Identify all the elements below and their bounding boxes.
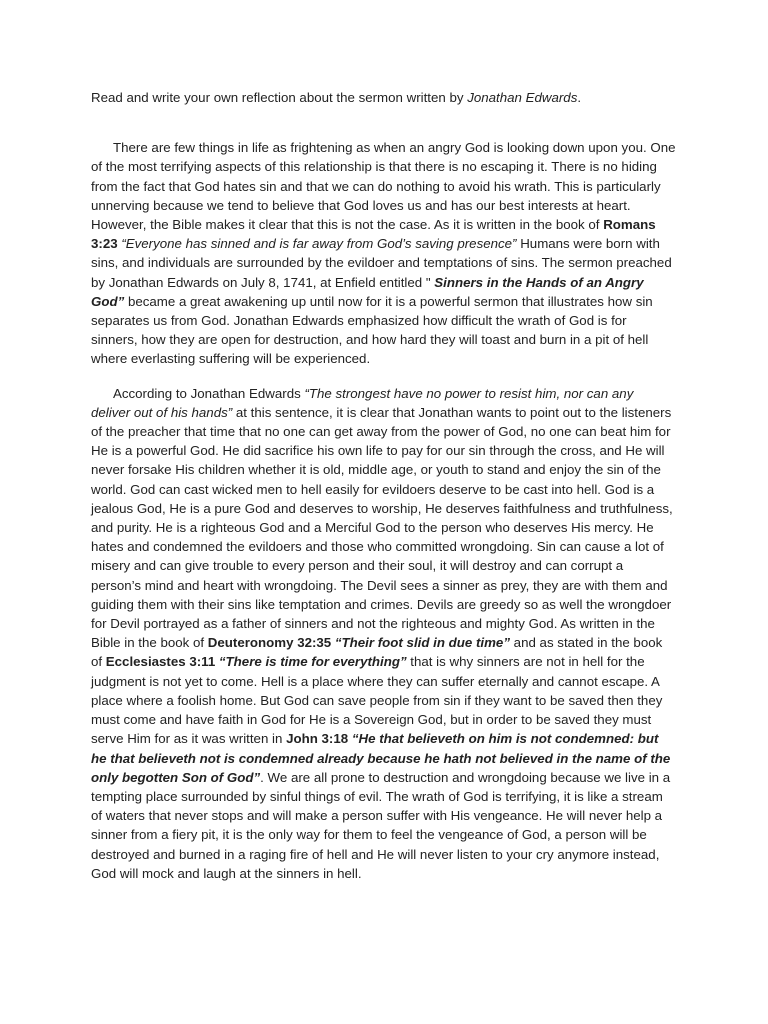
p1-text-1: There are few things in life as frightening as when an angry God is looking down upon you. One of the most terrifying aspects of this relationship is that there is no escaping it. There is no hiding from the fact that God hates sin and that we can do nothing to avoid his wrath. This is particularly unnerving because we tend to believe that God loves us and has our best interests at heart. However, the Bible makes it clear that this is not the case. As it is written in the book of — [91, 140, 676, 233]
assignment-prompt — [91, 88, 676, 107]
p1-quote-romans: “Everyone has sinned and is far away from God’s saving presence” — [117, 236, 517, 252]
p2-scripture-ref-deuteronomy: Deuteronomy 32:35 — [207, 635, 332, 651]
p1-sermon-title: Sinners in the Hands of an Angry God” — [91, 274, 644, 309]
paragraph-2 — [91, 384, 676, 883]
p1-scripture-ref-romans: Romans 3:23 — [91, 217, 656, 252]
p2-text-4: that is why sinners are not in hell for the judgment is not yet to come. Hell is a place where they can suffer eternally and cannot escape. A place where a foolish home. But God can save people from sin if they want to be saved then they must come and have faith in God for He is a Sovereign God, but in order to be saved they must serve Him for as it was written in — [91, 654, 663, 747]
p1-text-2: Humans were born with sins, and individuals are surrounded by the evildoer and temptations of sins. The sermon preached by Jonathan Edwards on July 8, 1741, at Enfield entitled " — [91, 236, 672, 290]
p2-text-2: at this sentence, it is clear that Jonathan wants to point out to the listeners of the preacher that time that no one can get away from the power of God, no one can beat him for He is a powerful God. He did sacrifice his own life to pay for our sin through the cross, and He will never forsake His children whether it is old, middle age, or youth to stand and enjoy the sin of the world. God can cast wicked men to hell easily for evildoers deserve to be cast into hell. God is a jealous God, He is a pure God and deserves to worship, He deserves faithfulness and truthfulness, and purity. He is a righteous God and a Merciful God to the person who deserves His mercy. He hates and condemned the evildoers and those who committed wrongdoing. Sin can cause a lot of misery and can give trouble to every person and their soul, it will destroy and can corrupt a person’s mind and heart with wrongdoing. The Devil sees a sinner as prey, they are with them and guiding them with their sins like temptation and crimes. Devils are greedy so as well the wrongdoer for Devil portrayed as a father of sinners and not the righteous and mighty God. As written in the Bible in the book of — [91, 404, 673, 651]
document-body — [91, 88, 676, 898]
p2-text-5: . We are all prone to destruction and wrongdoing because we live in a tempting place surrounded by sinful things of evil. The wrath of God is terrifying, it is like a stream of waters that never stops and will make a person suffer with His vengeance. He will never help a sinner from a fiery pit, it is the only way for them to feel the vengeance of God, a person will be destroyed and burned in a raging fire of hell and He will never listen to your cry anymore instead, God will mock and laugh at the sinners in hell. — [91, 769, 671, 881]
p2-quote-john: “He that believeth on him is not condemned: but he that believeth not is condemned already because he hath not believed in the name of the only begotten Son of God” — [91, 731, 671, 785]
p2-scripture-ref-john: John 3:18 — [286, 731, 349, 747]
p2-text-1: According to Jonathan Edwards — [113, 385, 305, 401]
p2-quote-deuteronomy: “Their foot slid in due time” — [331, 635, 510, 651]
p2-text-3: and as stated in the book of — [91, 635, 663, 670]
p2-quote-ecclesiastes: “There is time for everything” — [215, 654, 407, 670]
prompt-end: . — [577, 90, 582, 105]
p2-scripture-ref-ecclesiastes: Ecclesiastes 3:11 — [105, 654, 216, 670]
p2-quote-edwards: “The strongest have no power to resist him, nor can any deliver out of his hands” — [91, 385, 634, 420]
p1-text-3: became a great awakening up until now for it is a powerful sermon that illustrates how sin separates us from God. Jonathan Edwards emphasized how difficult the wrath of God is for sinners, how they are open for destruction, and how hard they will toast and burn in a pit of hell where everlasting suffering will be experienced. — [91, 293, 653, 367]
prompt-text: Read and write your own reflection about the sermon written by — [91, 90, 468, 105]
paragraph-1 — [91, 138, 676, 368]
prompt-author: Jonathan Edwards — [467, 90, 578, 105]
